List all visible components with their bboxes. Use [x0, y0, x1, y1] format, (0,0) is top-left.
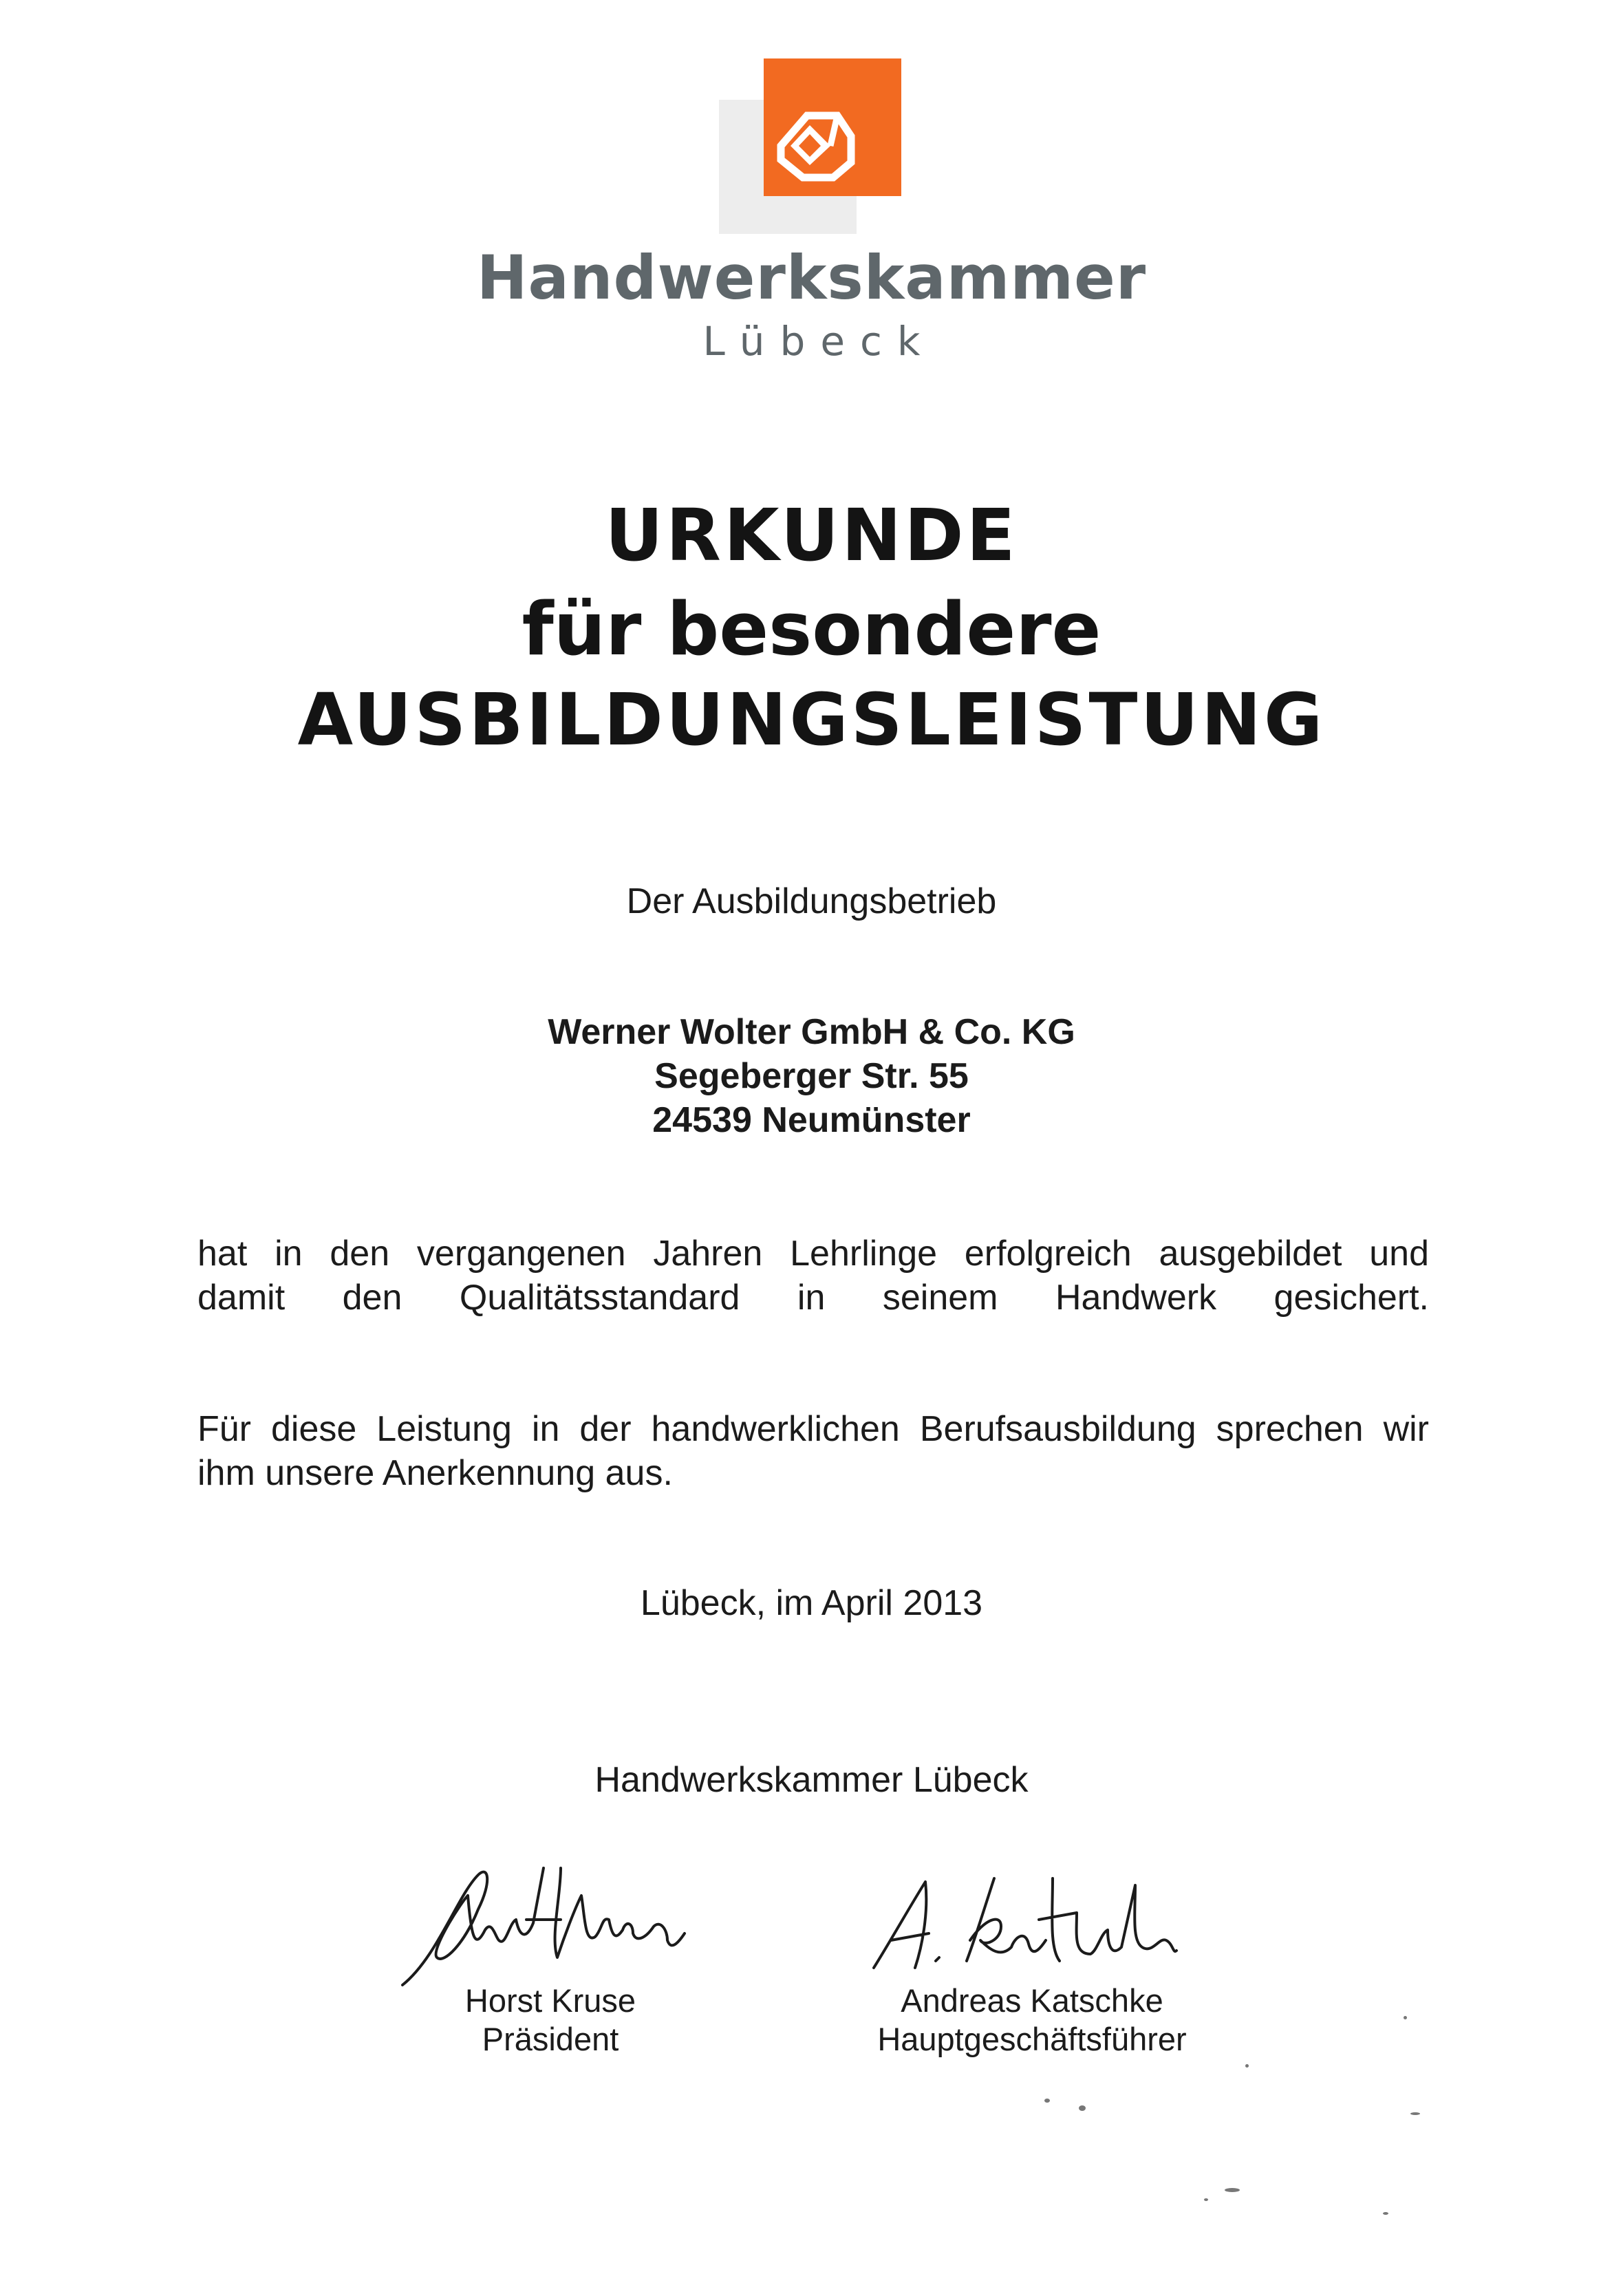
- hwk-logo-icon: [767, 96, 863, 186]
- scan-speck: [1410, 2112, 1420, 2115]
- signature-katschke: [870, 1871, 1180, 1975]
- business-city: 24539 Neumünster: [652, 1100, 971, 1140]
- scan-speck: [1079, 2105, 1086, 2111]
- paragraph-line: Für diese Leistung in der handwerklichen Berufsausbildung sprechen wir: [197, 1409, 1429, 1449]
- scan-speck: [1245, 2064, 1249, 2068]
- intro-text: Der Ausbildungsbetrieb: [626, 881, 997, 921]
- signatory-katschke: [846, 1982, 1218, 2059]
- organization-name: Handwerkskammer: [476, 242, 1147, 313]
- business-street: Segeberger Str. 55: [654, 1056, 969, 1096]
- certificate-subtitle: für besondere: [522, 587, 1101, 672]
- scan-speck: [1225, 2188, 1240, 2192]
- hwk-logo: [719, 58, 901, 234]
- business-name: Werner Wolter GmbH & Co. KG: [548, 1012, 1075, 1052]
- paragraph-line: hat in den vergangenen Jahren Lehrlinge erfolgreich ausgebildet und: [197, 1234, 1429, 1274]
- signatory-role: Präsident: [482, 2021, 619, 2057]
- certificate-title: URKUNDE: [605, 493, 1018, 577]
- signatory-role: Hauptgeschäftsführer: [877, 2021, 1187, 2057]
- signatory-name: Andreas Katschke: [901, 1982, 1163, 2019]
- scan-speck: [1204, 2198, 1208, 2201]
- signature-kruse: [396, 1854, 691, 1992]
- signatory-name: Horst Kruse: [464, 1982, 636, 2019]
- paragraph-achievement: [197, 1232, 1429, 1320]
- certificate-achievement: AUSBILDUNGSLEISTUNG: [297, 678, 1326, 762]
- organization-city: Lübeck: [702, 318, 936, 365]
- scan-speck: [1044, 2099, 1050, 2103]
- signatory-kruse: [413, 1982, 688, 2059]
- paragraph-line: ihm unsere Anerkennung aus.: [197, 1453, 673, 1493]
- issuer-name: Handwerkskammer Lübeck: [594, 1760, 1029, 1800]
- date-line: Lübeck, im April 2013: [640, 1583, 983, 1623]
- paragraph-line: damit den Qualitätsstandard in seinem Handwerk gesichert.: [197, 1278, 1429, 1318]
- scan-speck: [1404, 2016, 1407, 2019]
- paragraph-recognition: [197, 1407, 1429, 1495]
- scan-speck: [1383, 2212, 1388, 2215]
